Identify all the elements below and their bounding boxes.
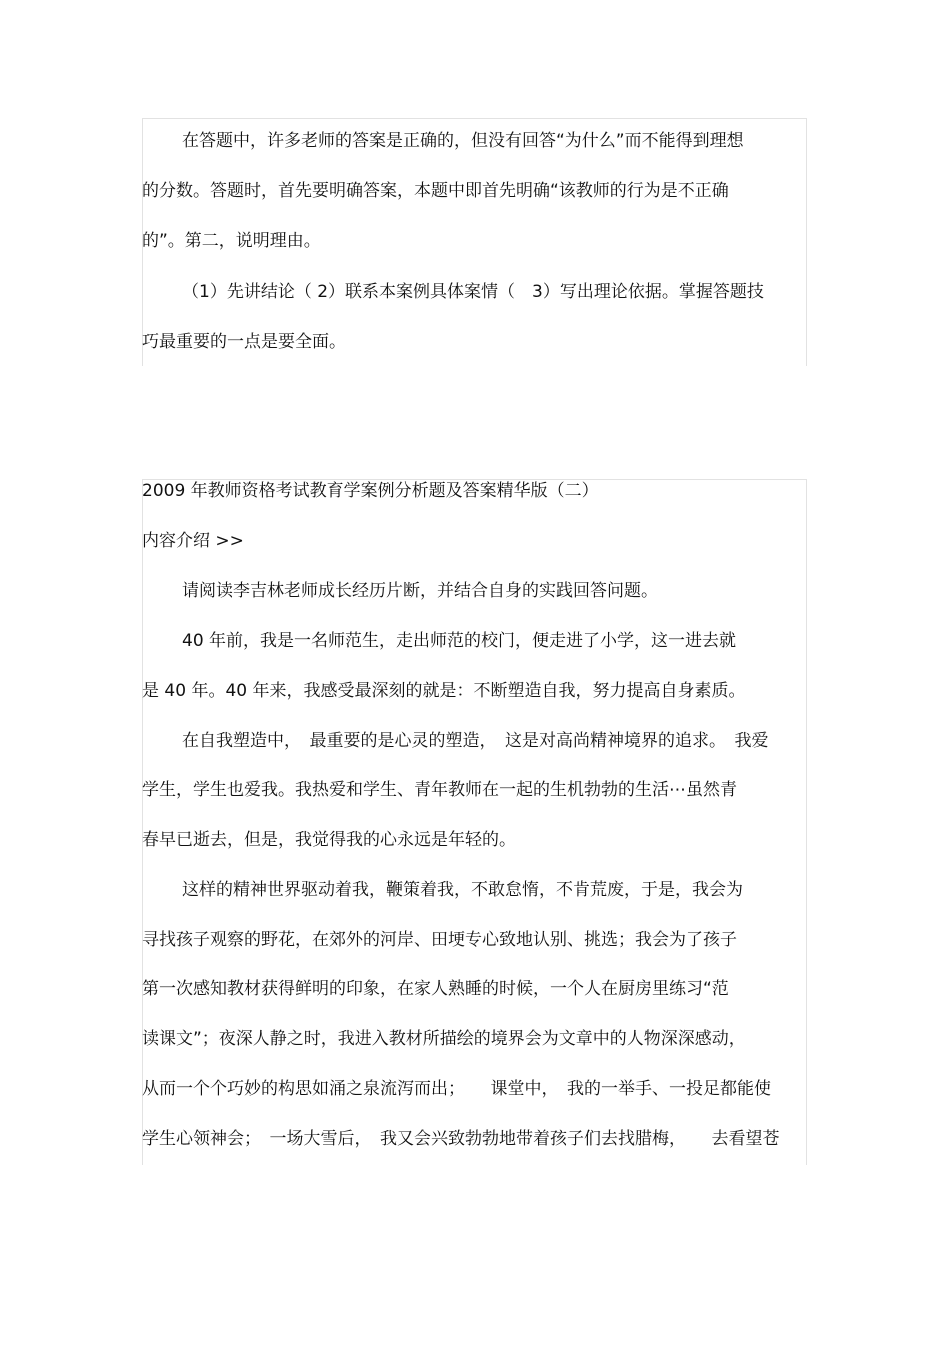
paragraph-line: 请阅读李吉林老师成长经历片断，并结合自身的实践回答问题。 <box>182 581 658 601</box>
paragraph-line: 从而一个个巧妙的构思如涌之泉流泻而出； 课堂中， 我的一举手、一投足都能使 <box>142 1079 771 1099</box>
paragraph-line: 巧最重要的一点是要全面。 <box>142 332 346 352</box>
paragraph-line: 的”。第二，说明理由。 <box>142 231 321 251</box>
paragraph-line: 春早已逝去，但是，我觉得我的心永远是年轻的。 <box>142 830 516 850</box>
paragraph-line: （1）先讲结论（ 2）联系本案例具体案情（ 3）写出理论依据。掌握答题技 <box>182 282 764 302</box>
paragraph-line: 读课文”；夜深人静之时，我进入教材所描绘的境界会为文章中的人物深深感动， <box>142 1029 746 1049</box>
paragraph-line: 在自我塑造中， 最重要的是心灵的塑造， 这是对高尚精神境界的追求。 我爱 <box>182 731 769 751</box>
paragraph-line: 在答题中，许多老师的答案是正确的，但没有回答“为什么”而不能得到理想 <box>182 131 744 151</box>
paragraph-line: 学生心领神会； 一场大雪后， 我又会兴致勃勃地带着孩子们去找腊梅， 去看望苍 <box>142 1129 780 1149</box>
paragraph-line: 学生，学生也爱我。我热爱和学生、青年教师在一起的生机勃勃的生活⋯虽然青 <box>142 780 737 800</box>
paragraph-line: 这样的精神世界驱动着我，鞭策着我，不敢怠惰，不肯荒废，于是，我会为 <box>182 880 743 900</box>
paragraph-line: 40 年前，我是一名师范生，走出师范的校门，便走进了小学，这一进去就 <box>182 631 737 651</box>
paragraph-line: 的分数。答题时，首先要明确答案，本题中即首先明确“该教师的行为是不正确 <box>142 181 729 201</box>
paragraph-line: 寻找孩子观察的野花，在郊外的河岸、田埂专心致地认别、挑选；我会为了孩子 <box>142 930 737 950</box>
paragraph-line: 第一次感知教材获得鲜明的印象，在家人熟睡的时候，一个人在厨房里练习“范 <box>142 979 729 999</box>
article-title: 2009 年教师资格考试教育学案例分析题及答案精华版（二） <box>142 481 599 501</box>
intro-link[interactable]: 内容介绍 >> <box>142 531 244 551</box>
paragraph-line: 是 40 年。40 年来，我感受最深刻的就是：不断塑造自我，努力提高自身素质。 <box>142 681 746 701</box>
